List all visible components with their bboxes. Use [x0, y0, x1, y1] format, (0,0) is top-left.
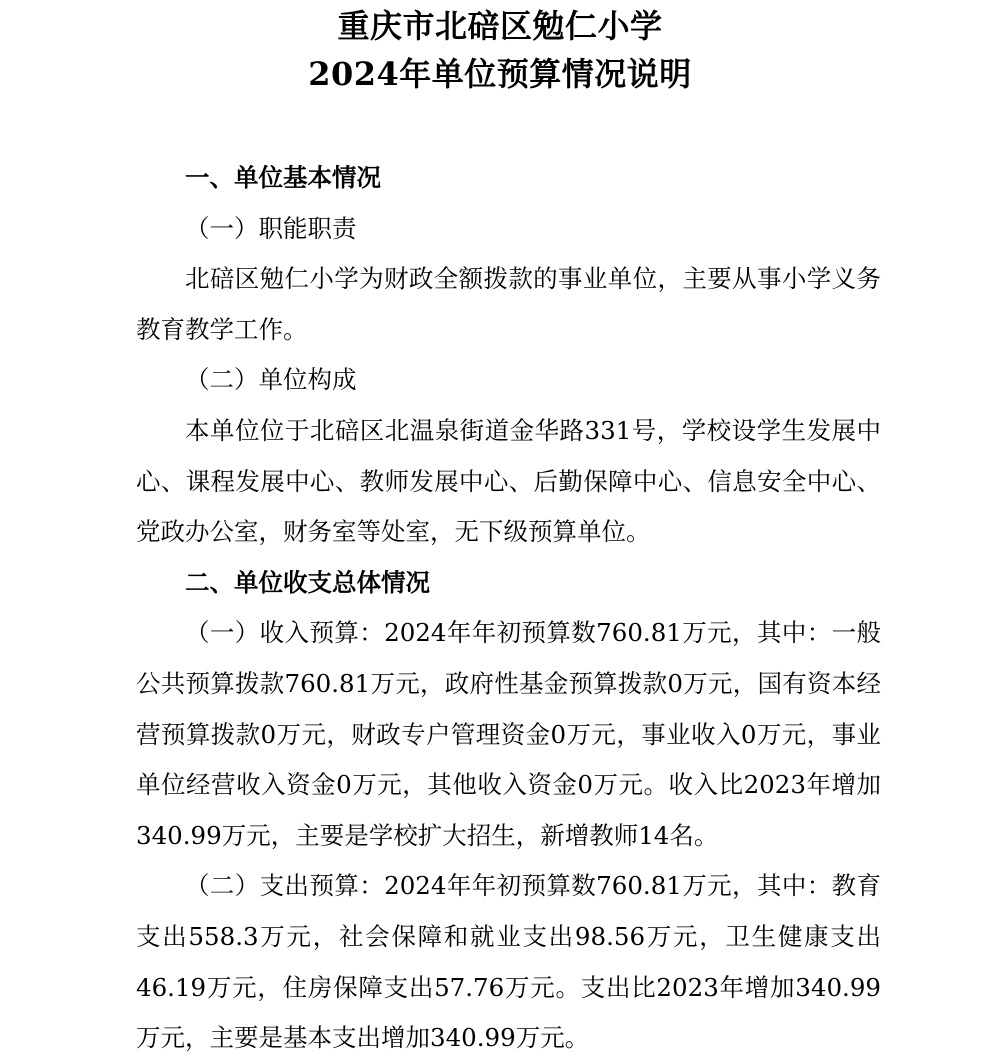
subsection-heading-duties: （一）职能职责: [185, 213, 357, 243]
subsection-heading-structure: （二）单位构成: [185, 365, 357, 395]
document-title-line1: 重庆市北碚区勉仁小学: [337, 7, 663, 45]
document-title-line2: 2024年单位预算情况说明: [308, 55, 692, 93]
paragraph-structure: 本单位位于北碚区北温泉街道金华路331号，学校设学生发展中心、课程发展中心、教师发展中心、后勤保障中心、信息安全中心、党政办公室，财务室等处室，无下级预算单位。: [136, 415, 881, 547]
paragraph-income-budget: （一）收入预算：2024年年初预算数760.81万元，其中：一般公共预算拨款760.81万元，政府性基金预算拨款0万元，国有资本经营预算拨款0万元，财政专户管理资金0万元，事业收入0万元，事业单位经营收入资金0万元，其他收入资金0万元。收入比2023年增加340.99万元，主要是学校扩大招生，新增教师14名。: [136, 618, 881, 850]
paragraph-duties: 北碚区勉仁小学为财政全额拨款的事业单位，主要从事小学义务教育教学工作。: [136, 264, 881, 344]
document-body: [136, 153, 881, 1064]
section-heading-basic-info: 一、单位基本情况: [185, 163, 381, 192]
section-heading-revenue-expenditure: 二、单位收支总体情况: [185, 567, 430, 597]
paragraph-expense-budget: （二）支出预算：2024年年初预算数760.81万元，其中：教育支出558.3万元，社会保障和就业支出98.56万元，卫生健康支出46.19万元，住房保障支出57.76万元。支出比2023年增加340.99万元，主要是基本支出增加340.99万元。: [136, 871, 881, 1053]
